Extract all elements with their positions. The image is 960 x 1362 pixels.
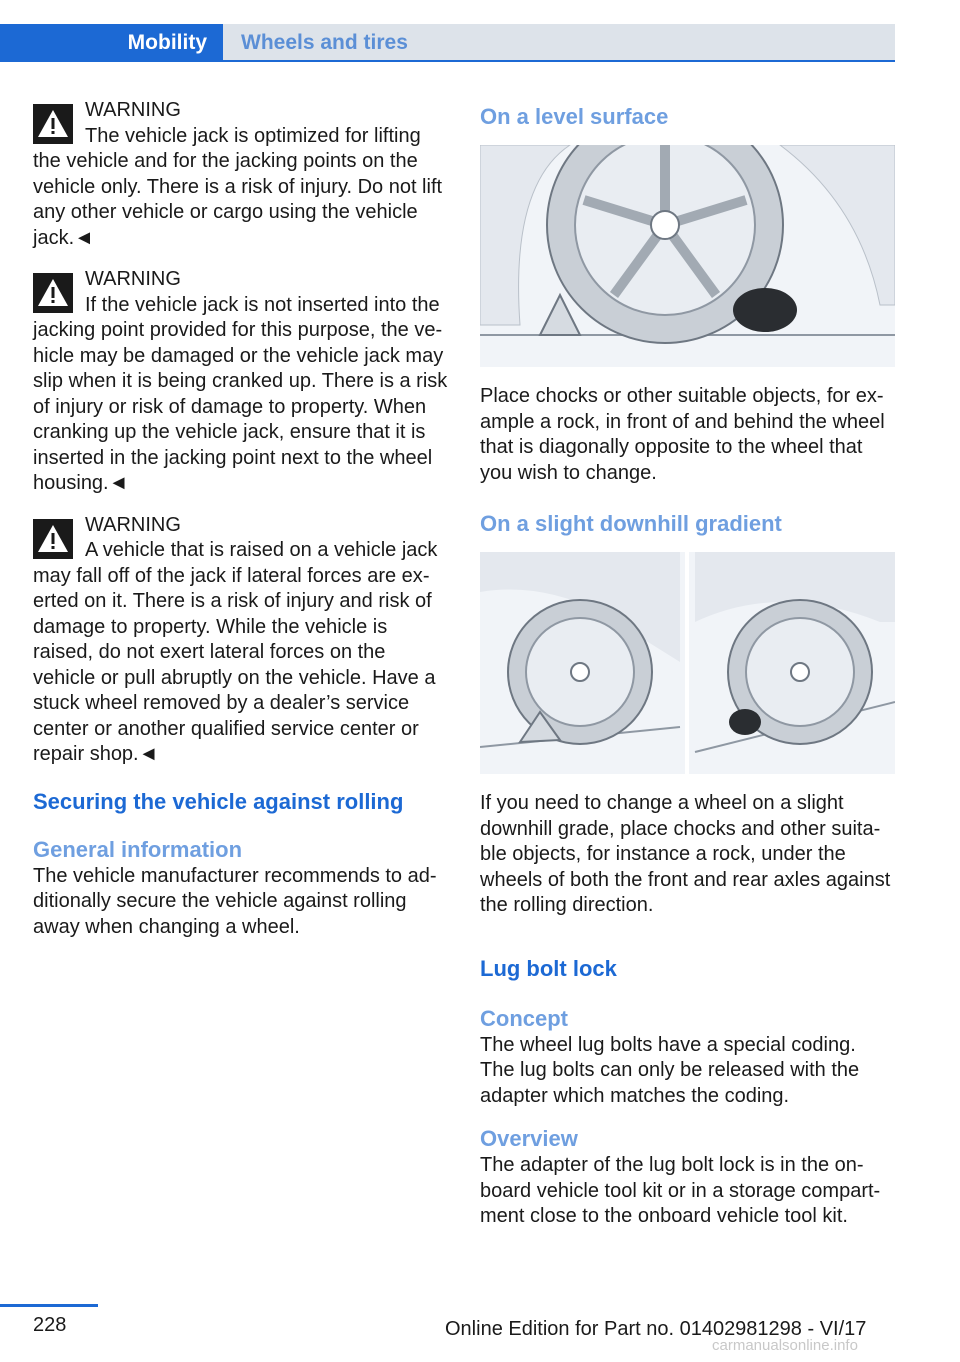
- left-column: [33, 98, 448, 940]
- warning-text: The vehicle jack is optimized for lifting the vehicle and for the jacking points on the vehicle only. There is a risk of injury. Do not lift any other vehicle or cargo using the vehicle jack.◄: [33, 124, 443, 249]
- concept-text: The wheel lug bolts have a special coding. The lug bolts can only be released with the adapter which matches the coding.: [480, 1033, 860, 1107]
- warning-block-3: [33, 513, 448, 768]
- header-rule: [0, 60, 895, 62]
- section-title: Securing the vehicle against rolling: [33, 788, 404, 814]
- chapter-tab: Wheels and tires: [223, 24, 895, 61]
- lug-bolt-lock-title: Lug bolt lock: [480, 955, 617, 981]
- level-surface-illustration: [480, 145, 895, 367]
- footer-rule: [0, 1304, 98, 1307]
- warning-heading: WARNING: [85, 513, 181, 536]
- warning-text: If the vehicle jack is not inserted into the jacking point provided for this purpose, the vehicle may be damaged or the vehicle jack may slip when it is being cranked up. There is a risk of injury or risk of damage to property. When cranking up the vehicle jack, ensure that it is inserted in the jacking point next to the wheel housing.◄: [33, 293, 448, 494]
- edition-info: Online Edition for Part no. 01402981298 - VI/17: [445, 1318, 867, 1340]
- level-surface-text: Place chocks or other suitable objects, for example a rock, in front of and behind the wheel that is diagonally opposite to the wheel that you wish to change.: [480, 385, 885, 484]
- downhill-illustration: [480, 552, 895, 774]
- overview-title: Overview: [480, 1126, 578, 1151]
- warning-heading: WARNING: [85, 99, 181, 121]
- watermark: carmanualsonline.info: [712, 1337, 858, 1354]
- warning-triangle-icon: [33, 104, 73, 144]
- section-tab: Mobility: [0, 24, 223, 61]
- warning-triangle-icon: [33, 519, 73, 559]
- downhill-text: If you need to change a wheel on a slight downhill grade, place chocks and other suitable objects, for instance a rock, under the wheels of both the front and rear axles against the rolling direction.: [480, 792, 891, 916]
- concept-title: Concept: [480, 1005, 568, 1031]
- subsection-text: The vehicle manufacturer recommends to additionally secure the vehicle against rolling away when changing a wheel.: [33, 864, 437, 938]
- downhill-title: On a slight downhill gradient: [480, 511, 782, 536]
- warning-heading: WARNING: [85, 268, 181, 290]
- right-column: [480, 103, 895, 1230]
- page-number: 228: [33, 1314, 67, 1336]
- level-surface-title: On a level surface: [480, 104, 669, 129]
- warning-triangle-icon: [33, 273, 73, 313]
- page-header: [0, 0, 960, 62]
- warning-text: A vehicle that is raised on a vehicle jack may fall off of the jack if lateral forces are exerted on it. There is a risk of injury and risk of damage to property. While the vehicle is raised, do not exert lateral forces on the vehicle or pull abruptly on the vehicle. Have a stuck wheel removed by a dealer’s service center or another qualified service center or repair shop.◄: [33, 539, 438, 765]
- subsection-title: General information: [33, 836, 243, 862]
- warning-block-2: [33, 267, 448, 497]
- warning-block-1: [33, 98, 448, 251]
- overview-text: The adapter of the lug bolt lock is in the onboard vehicle tool kit or in a storage compartment close to the onboard vehicle tool kit.: [480, 1154, 881, 1227]
